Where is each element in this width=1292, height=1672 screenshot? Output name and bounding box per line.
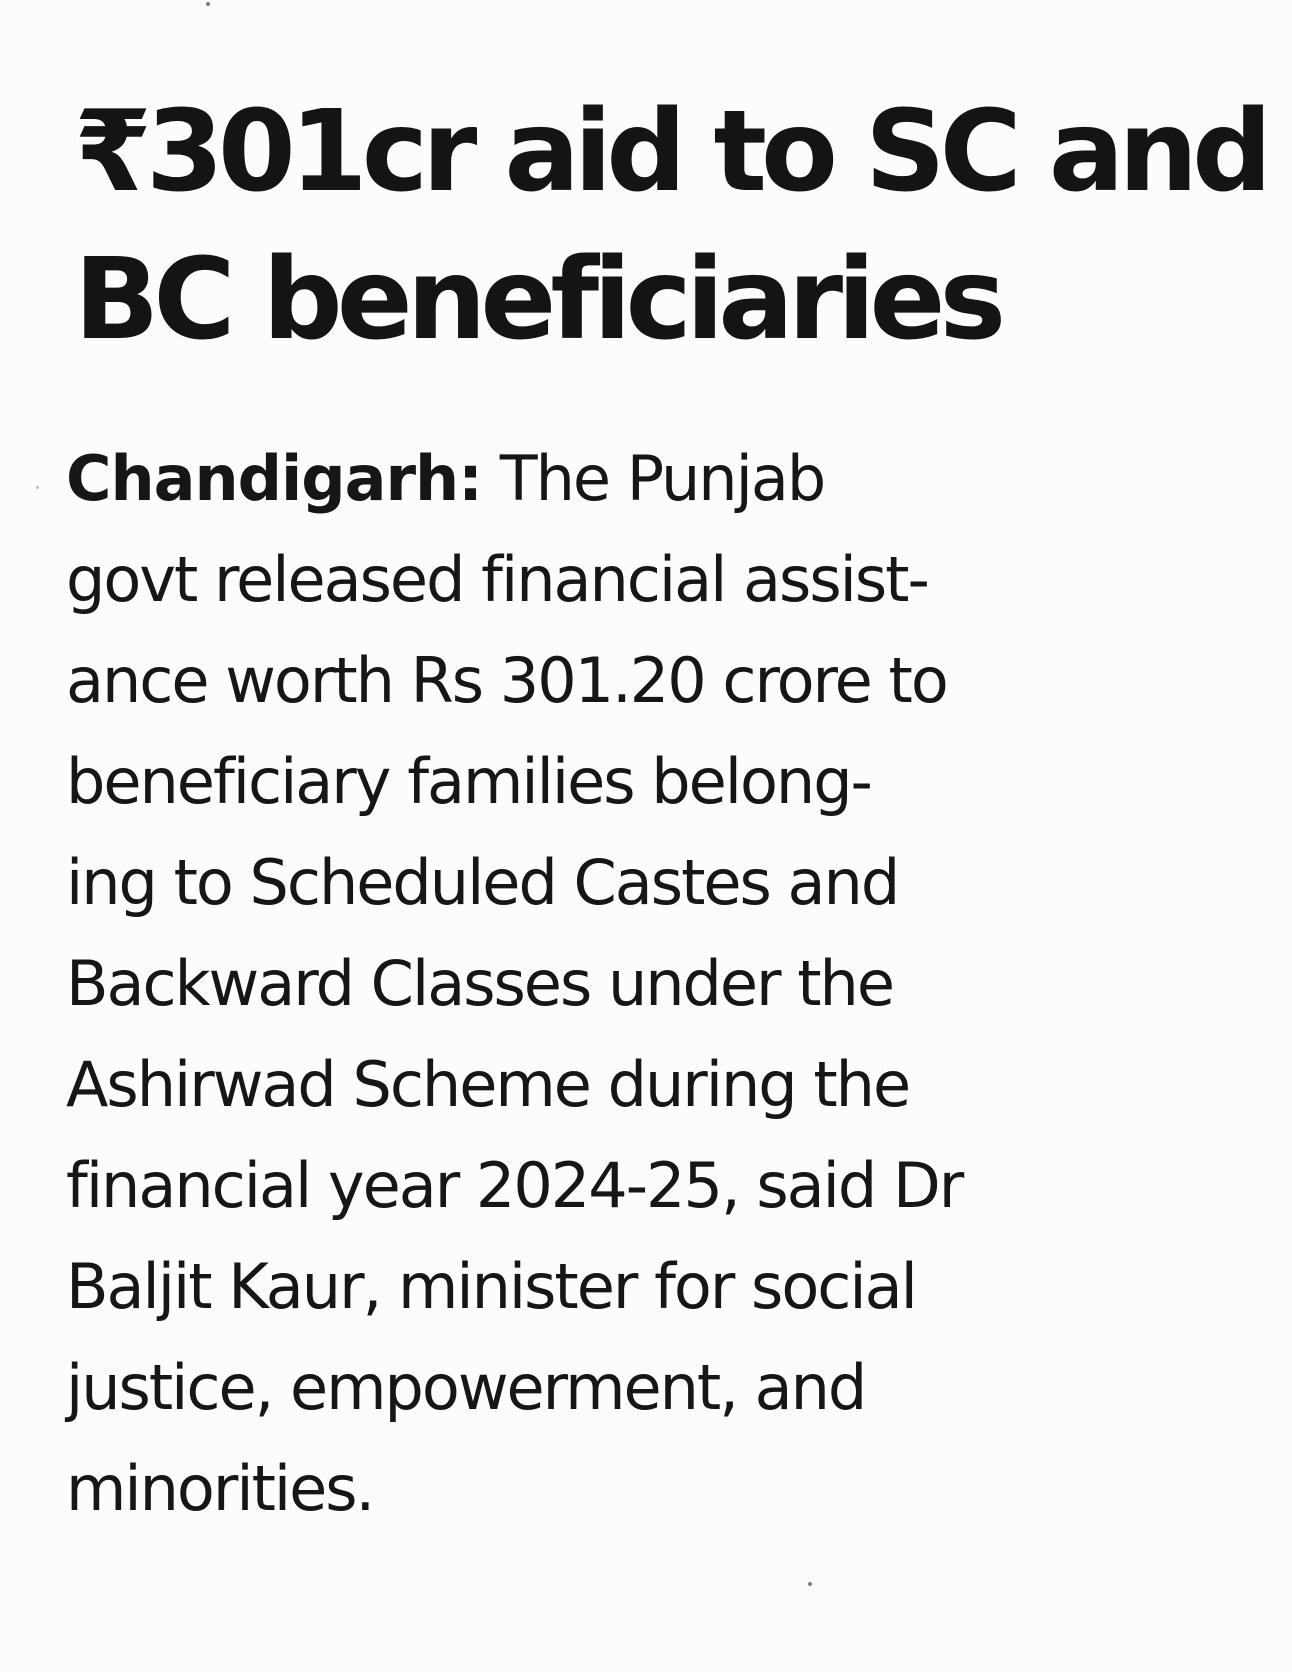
print-speck <box>36 486 39 489</box>
body-line-11: minorities. <box>66 1452 374 1525</box>
body-line-7: Ashirwad Scheme during the <box>66 1048 910 1121</box>
body-line-10: justice, empowerment, and <box>66 1351 866 1424</box>
body-line-4: beneficiary families belong- <box>66 745 871 818</box>
body-line-5: ing to Scheduled Castes and <box>66 846 899 919</box>
body-line-8: financial year 2024-25, said Dr <box>66 1149 963 1222</box>
print-speck <box>206 2 210 6</box>
body-line-1 <box>66 428 1256 529</box>
body-line-2: govt released financial assist- <box>66 543 928 616</box>
body-line-9: Baljit Kaur, minister for social <box>66 1250 916 1323</box>
body-line-1-text: The Punjab <box>481 442 825 515</box>
headline-line-2: BC beneficiaries <box>74 235 1001 365</box>
body-line-3: ance worth Rs 301.20 crore to <box>66 644 947 717</box>
dateline: Chandigarh: <box>66 442 482 515</box>
headline <box>74 78 1267 374</box>
article-body <box>66 428 1256 1539</box>
body-line-6: Backward Classes under the <box>66 947 893 1020</box>
print-speck <box>808 1582 812 1586</box>
headline-line-1: ₹301cr aid to SC and <box>74 87 1267 217</box>
